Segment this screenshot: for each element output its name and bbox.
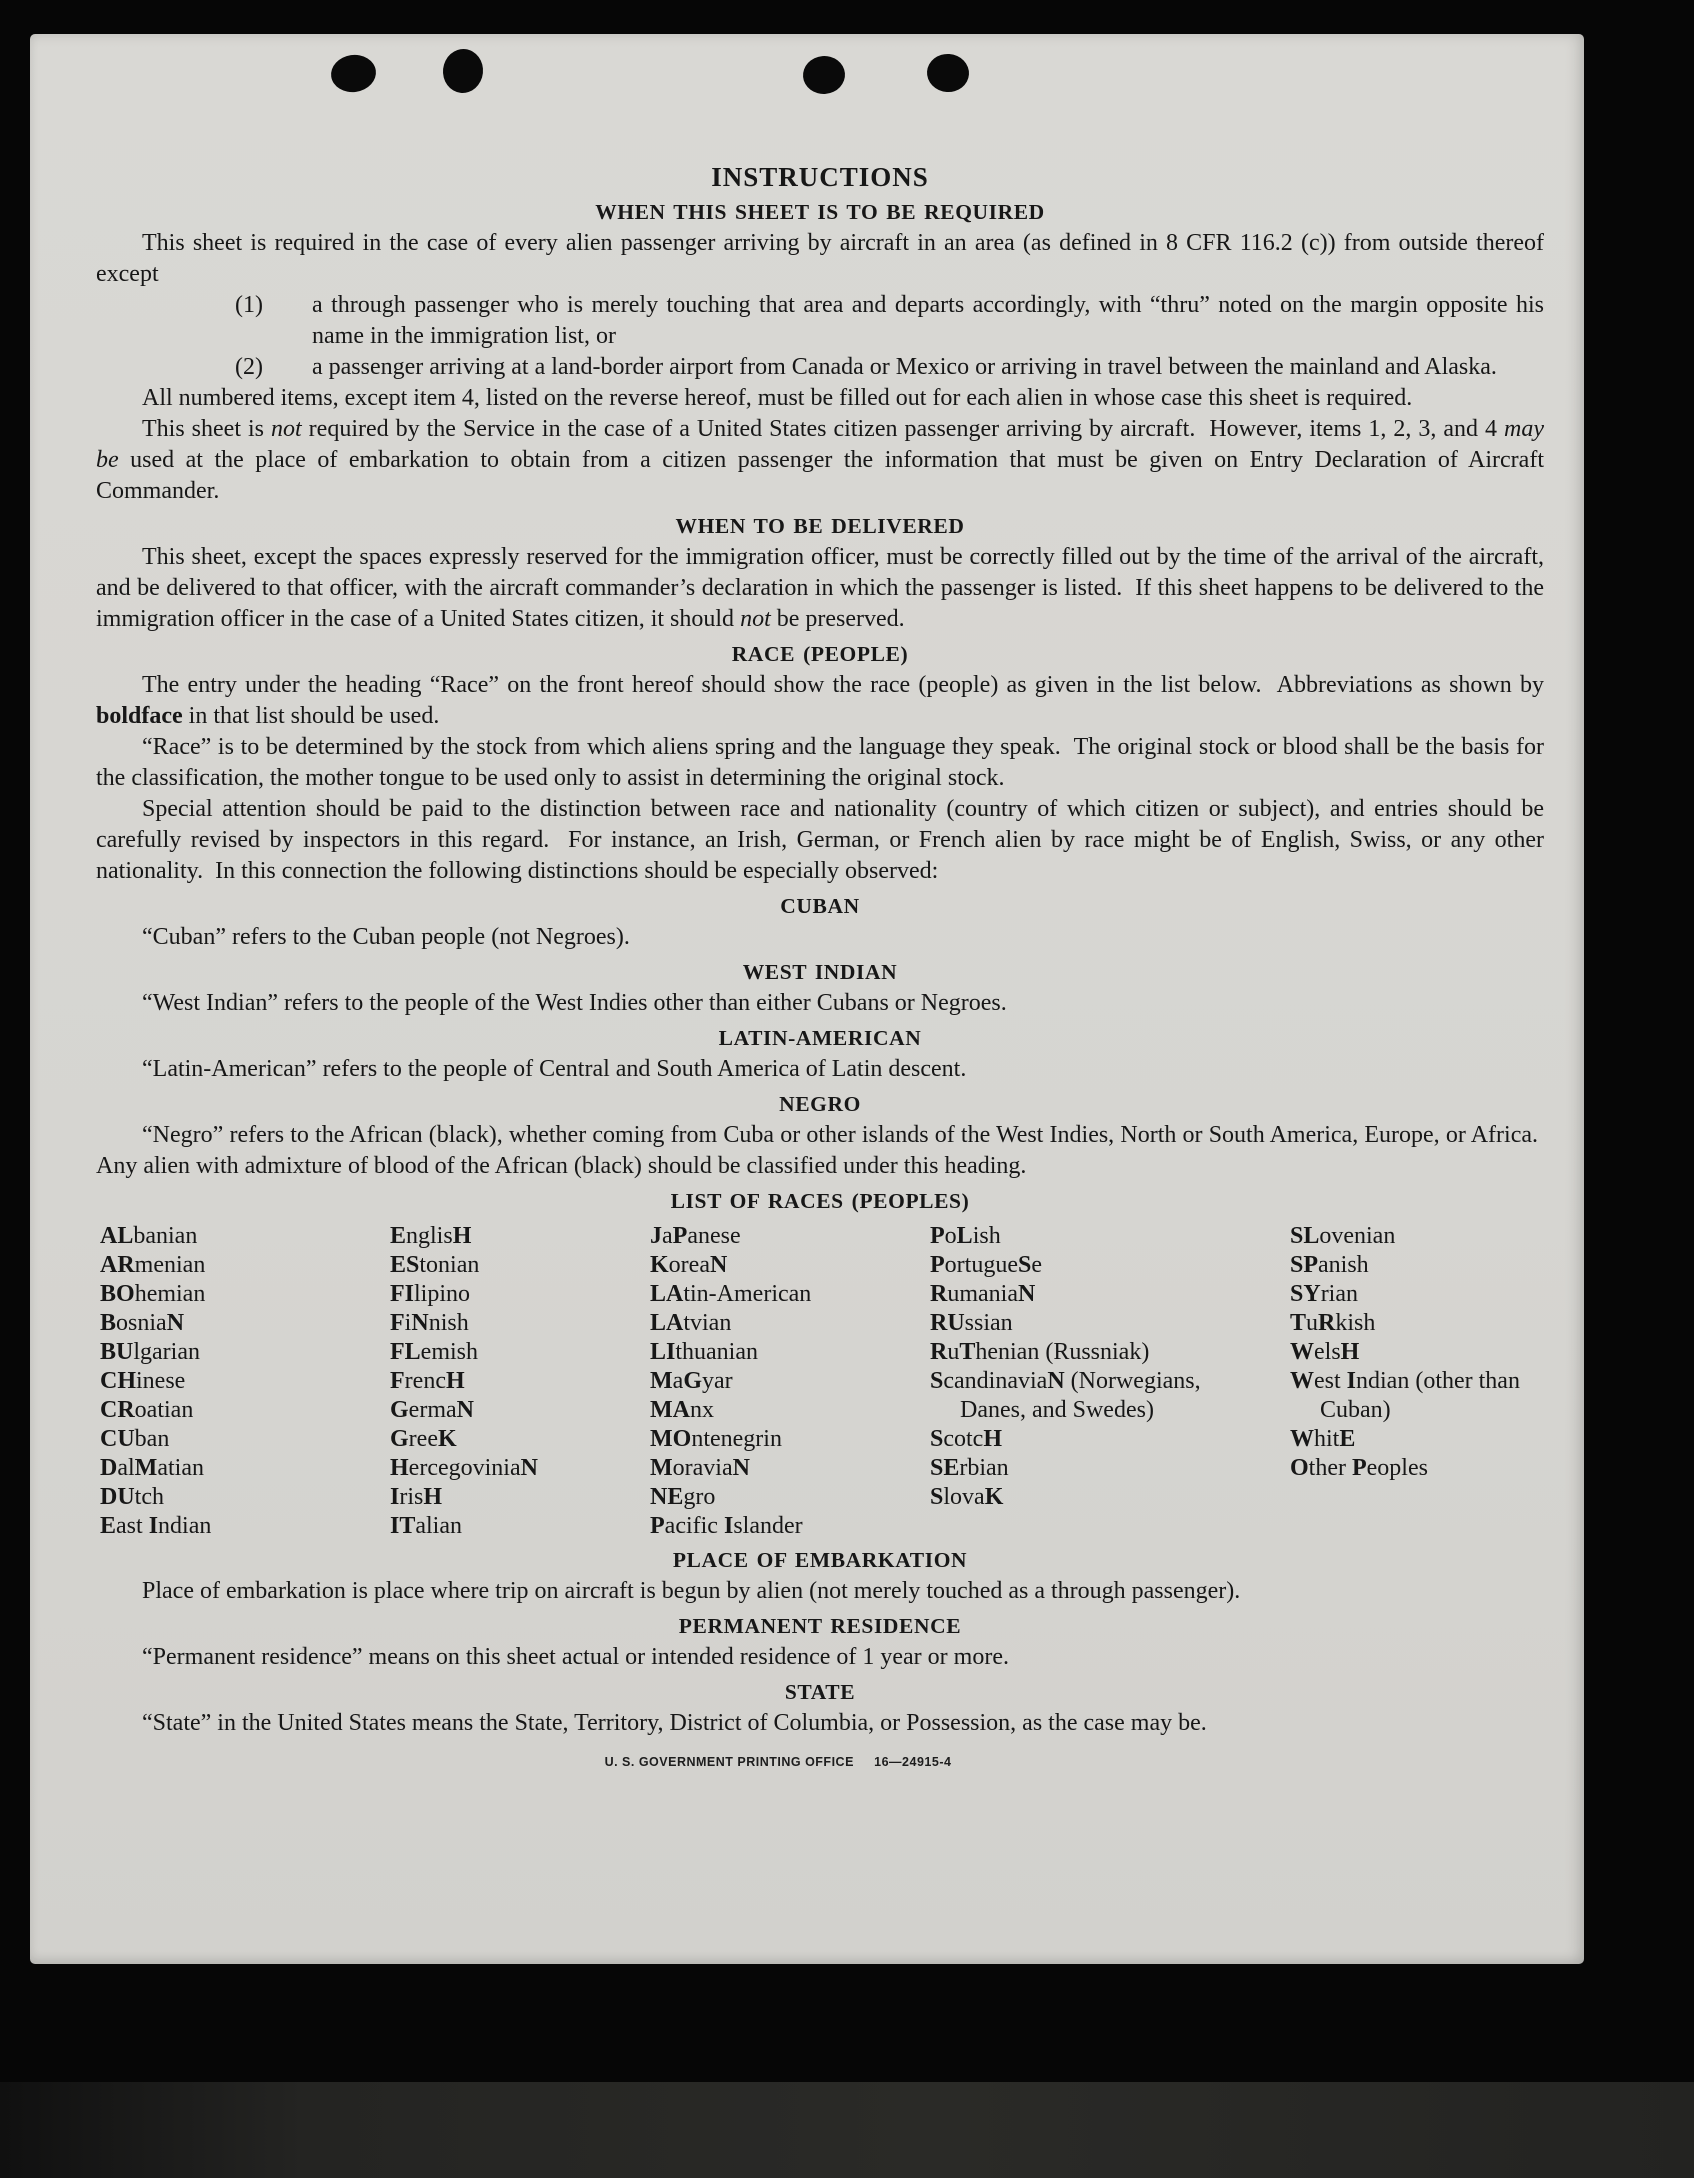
race-item: ALbanian: [100, 1223, 198, 1249]
race-item: BOhemian: [100, 1281, 206, 1307]
race-item: BosniaN: [100, 1310, 185, 1336]
race-item: SPanish: [1290, 1252, 1369, 1278]
list-item-marker: (1): [235, 292, 263, 318]
paragraph-numbered-items: All numbered items, except item 4, listed on the reverse hereof, must be filled out for each alien in whose case this sheet is required.: [142, 385, 1413, 411]
race-item: ITalian: [390, 1513, 462, 1539]
paragraph-residence: “Permanent residence” means on this sheet actual or intended residence of 1 year or more.: [142, 1644, 1009, 1670]
race-item: East Indian: [100, 1513, 212, 1539]
race-item: MAnx: [650, 1397, 714, 1423]
race-item: RumaniaN: [930, 1281, 1036, 1307]
race-item: MOntenegrin: [650, 1426, 782, 1452]
section-heading-embarkation: PLACE OF EMBARKATION: [672, 1548, 968, 1572]
paragraph-west-indian: “West Indian” refers to the people of the West Indies other than either Cubans or Negroes.: [142, 990, 1007, 1016]
race-item: EnglisH: [390, 1223, 472, 1249]
race-item: DalMatian: [100, 1455, 204, 1481]
race-item: SlovaK: [930, 1484, 1004, 1510]
document-page: [30, 34, 1584, 1964]
races-column-5: [1290, 1222, 1540, 1541]
list-item-marker: (2): [235, 354, 263, 380]
race-item: ScandinaviaN (Norwegians, Danes, and Swedes): [930, 1368, 1201, 1423]
section-heading-delivered: WHEN TO BE DELIVERED: [675, 514, 965, 538]
race-item: CHinese: [100, 1368, 186, 1394]
paragraph-latin-american: “Latin-American” refers to the people of Central and South America of Latin descent.: [142, 1056, 967, 1082]
section-heading-west-indian: WEST INDIAN: [742, 960, 898, 984]
races-column-4: [930, 1222, 1290, 1541]
race-item: GermaN: [390, 1397, 474, 1423]
paragraph-required-intro: This sheet is required in the case of every alien passenger arriving by aircraft in an area (as defined in 8 CFR 116.2 (c)) from outside thereof except: [96, 230, 1544, 287]
section-heading-residence: PERMANENT RESIDENCE: [678, 1614, 962, 1638]
race-item: Other Peoples: [1290, 1455, 1428, 1481]
page-title: INSTRUCTIONS: [711, 162, 929, 192]
race-item: PortugueSe: [930, 1252, 1042, 1278]
race-item: FIlipino: [390, 1281, 471, 1307]
race-item: CUban: [100, 1426, 170, 1452]
race-item: GreeK: [390, 1426, 457, 1452]
section-heading-cuban: CUBAN: [780, 894, 860, 918]
race-item: SErbian: [930, 1455, 1009, 1481]
races-column-2: [390, 1222, 650, 1541]
list-item-text: a through passenger who is merely touching that area and departs accordingly, with “thru” noted on the margin opposite his name in the immigration list, or: [312, 292, 1544, 349]
section-heading-negro: NEGRO: [779, 1092, 861, 1116]
section-heading-race: RACE (PEOPLE): [731, 642, 909, 666]
race-item: NEgro: [650, 1484, 716, 1510]
race-item: RUssian: [930, 1310, 1013, 1336]
race-item: IrisH: [390, 1484, 443, 1510]
race-item: SYrian: [1290, 1281, 1358, 1307]
paragraph-race-entry: The entry under the heading “Race” on the front hereof should show the race (people) as given in the list below. Abbreviations as shown by boldface in that list should be used.: [96, 672, 1544, 729]
paragraph-race-nationality: Special attention should be paid to the distinction between race and nationality (country of which citizen or subject), and entries should be carefully revised by inspectors in this regard. For instance, an Irish, German, or French alien by race might be of English, Swiss, or any other nationality. In this connection the following distinctions should be especially observed:: [96, 796, 1544, 884]
race-item: FrencH: [390, 1368, 465, 1394]
race-item: JaPanese: [650, 1223, 741, 1249]
race-item: CRoatian: [100, 1397, 194, 1423]
race-item: HercegoviniaN: [390, 1455, 538, 1481]
race-item: LIthuanian: [650, 1339, 758, 1365]
paragraph-delivered: This sheet, except the spaces expressly reserved for the immigration officer, must be correctly filled out by the time of the arrival of the aircraft, and be delivered to that officer, with the aircraft commander’s declaration in which the passenger is listed. If this sheet happens to be delivered to the immigration officer in the case of a United States citizen, it should not be preserved.: [96, 544, 1544, 632]
race-item: WelsH: [1290, 1339, 1360, 1365]
paragraph-cuban: “Cuban” refers to the Cuban people (not Negroes).: [142, 924, 630, 950]
section-heading-latin-american: LATIN-AMERICAN: [718, 1026, 922, 1050]
paragraph-negro: “Negro” refers to the African (black), whether coming from Cuba or other islands of the West Indies, North or South America, Europe, or Africa. Any alien with admixture of blood of the African (black) should be classified under this heading.: [96, 1122, 1544, 1179]
gpo-imprint: U. S. GOVERNMENT PRINTING OFFICE 16—24915-4: [604, 1755, 952, 1769]
paragraph-embarkation: Place of embarkation is place where trip on aircraft is begun by alien (not merely touched as a through passenger).: [142, 1578, 1241, 1604]
page-content: [96, 162, 1544, 1769]
underlying-page-edge: [0, 2082, 1694, 2178]
paragraph-race-stock: “Race” is to be determined by the stock from which aliens spring and the language they speak. The original stock or blood shall be the basis for the classification, the mother tongue to be used only to assist in determining the original stock.: [96, 734, 1544, 791]
race-item: EStonian: [390, 1252, 480, 1278]
race-item: West Indian (other than Cuban): [1290, 1368, 1520, 1423]
race-item: WhitE: [1290, 1426, 1356, 1452]
races-table: [100, 1222, 1544, 1541]
race-item: BUlgarian: [100, 1339, 200, 1365]
race-item: LAtvian: [650, 1310, 732, 1336]
race-item: FiNnish: [390, 1310, 469, 1336]
race-item: ARmenian: [100, 1252, 206, 1278]
races-column-3: [650, 1222, 930, 1541]
race-item: Pacific Islander: [650, 1513, 803, 1539]
list-item-2: [235, 352, 1544, 383]
race-item: DUtch: [100, 1484, 164, 1510]
section-heading-required: WHEN THIS SHEET IS TO BE REQUIRED: [595, 200, 1045, 224]
race-item: TuRkish: [1290, 1310, 1376, 1336]
race-item: MaGyar: [650, 1368, 733, 1394]
race-item: PoLish: [930, 1223, 1001, 1249]
list-item-1: [235, 290, 1544, 352]
race-item: FLemish: [390, 1339, 478, 1365]
race-item: SLovenian: [1290, 1223, 1396, 1249]
list-item-text: a passenger arriving at a land-border airport from Canada or Mexico or arriving in travel between the mainland and Alaska.: [312, 354, 1497, 380]
section-heading-state: STATE: [784, 1680, 856, 1704]
race-item: KoreaN: [650, 1252, 728, 1278]
paragraph-not-required: This sheet is not required by the Service in the case of a United States citizen passenger arriving by aircraft. However, items 1, 2, 3, and 4 may be used at the place of embarkation to obtain from a citizen passenger the information that must be given on Entry Declaration of Aircraft Commander.: [96, 416, 1544, 504]
section-heading-races-list: LIST OF RACES (PEOPLES): [670, 1189, 970, 1213]
races-column-1: [100, 1222, 390, 1541]
race-item: RuThenian (Russniak): [930, 1339, 1150, 1365]
paragraph-state: “State” in the United States means the State, Territory, District of Columbia, or Possession, as the case may be.: [142, 1710, 1207, 1736]
race-item: MoraviaN: [650, 1455, 750, 1481]
race-item: LAtin-American: [650, 1281, 812, 1307]
race-item: ScotcH: [930, 1426, 1003, 1452]
